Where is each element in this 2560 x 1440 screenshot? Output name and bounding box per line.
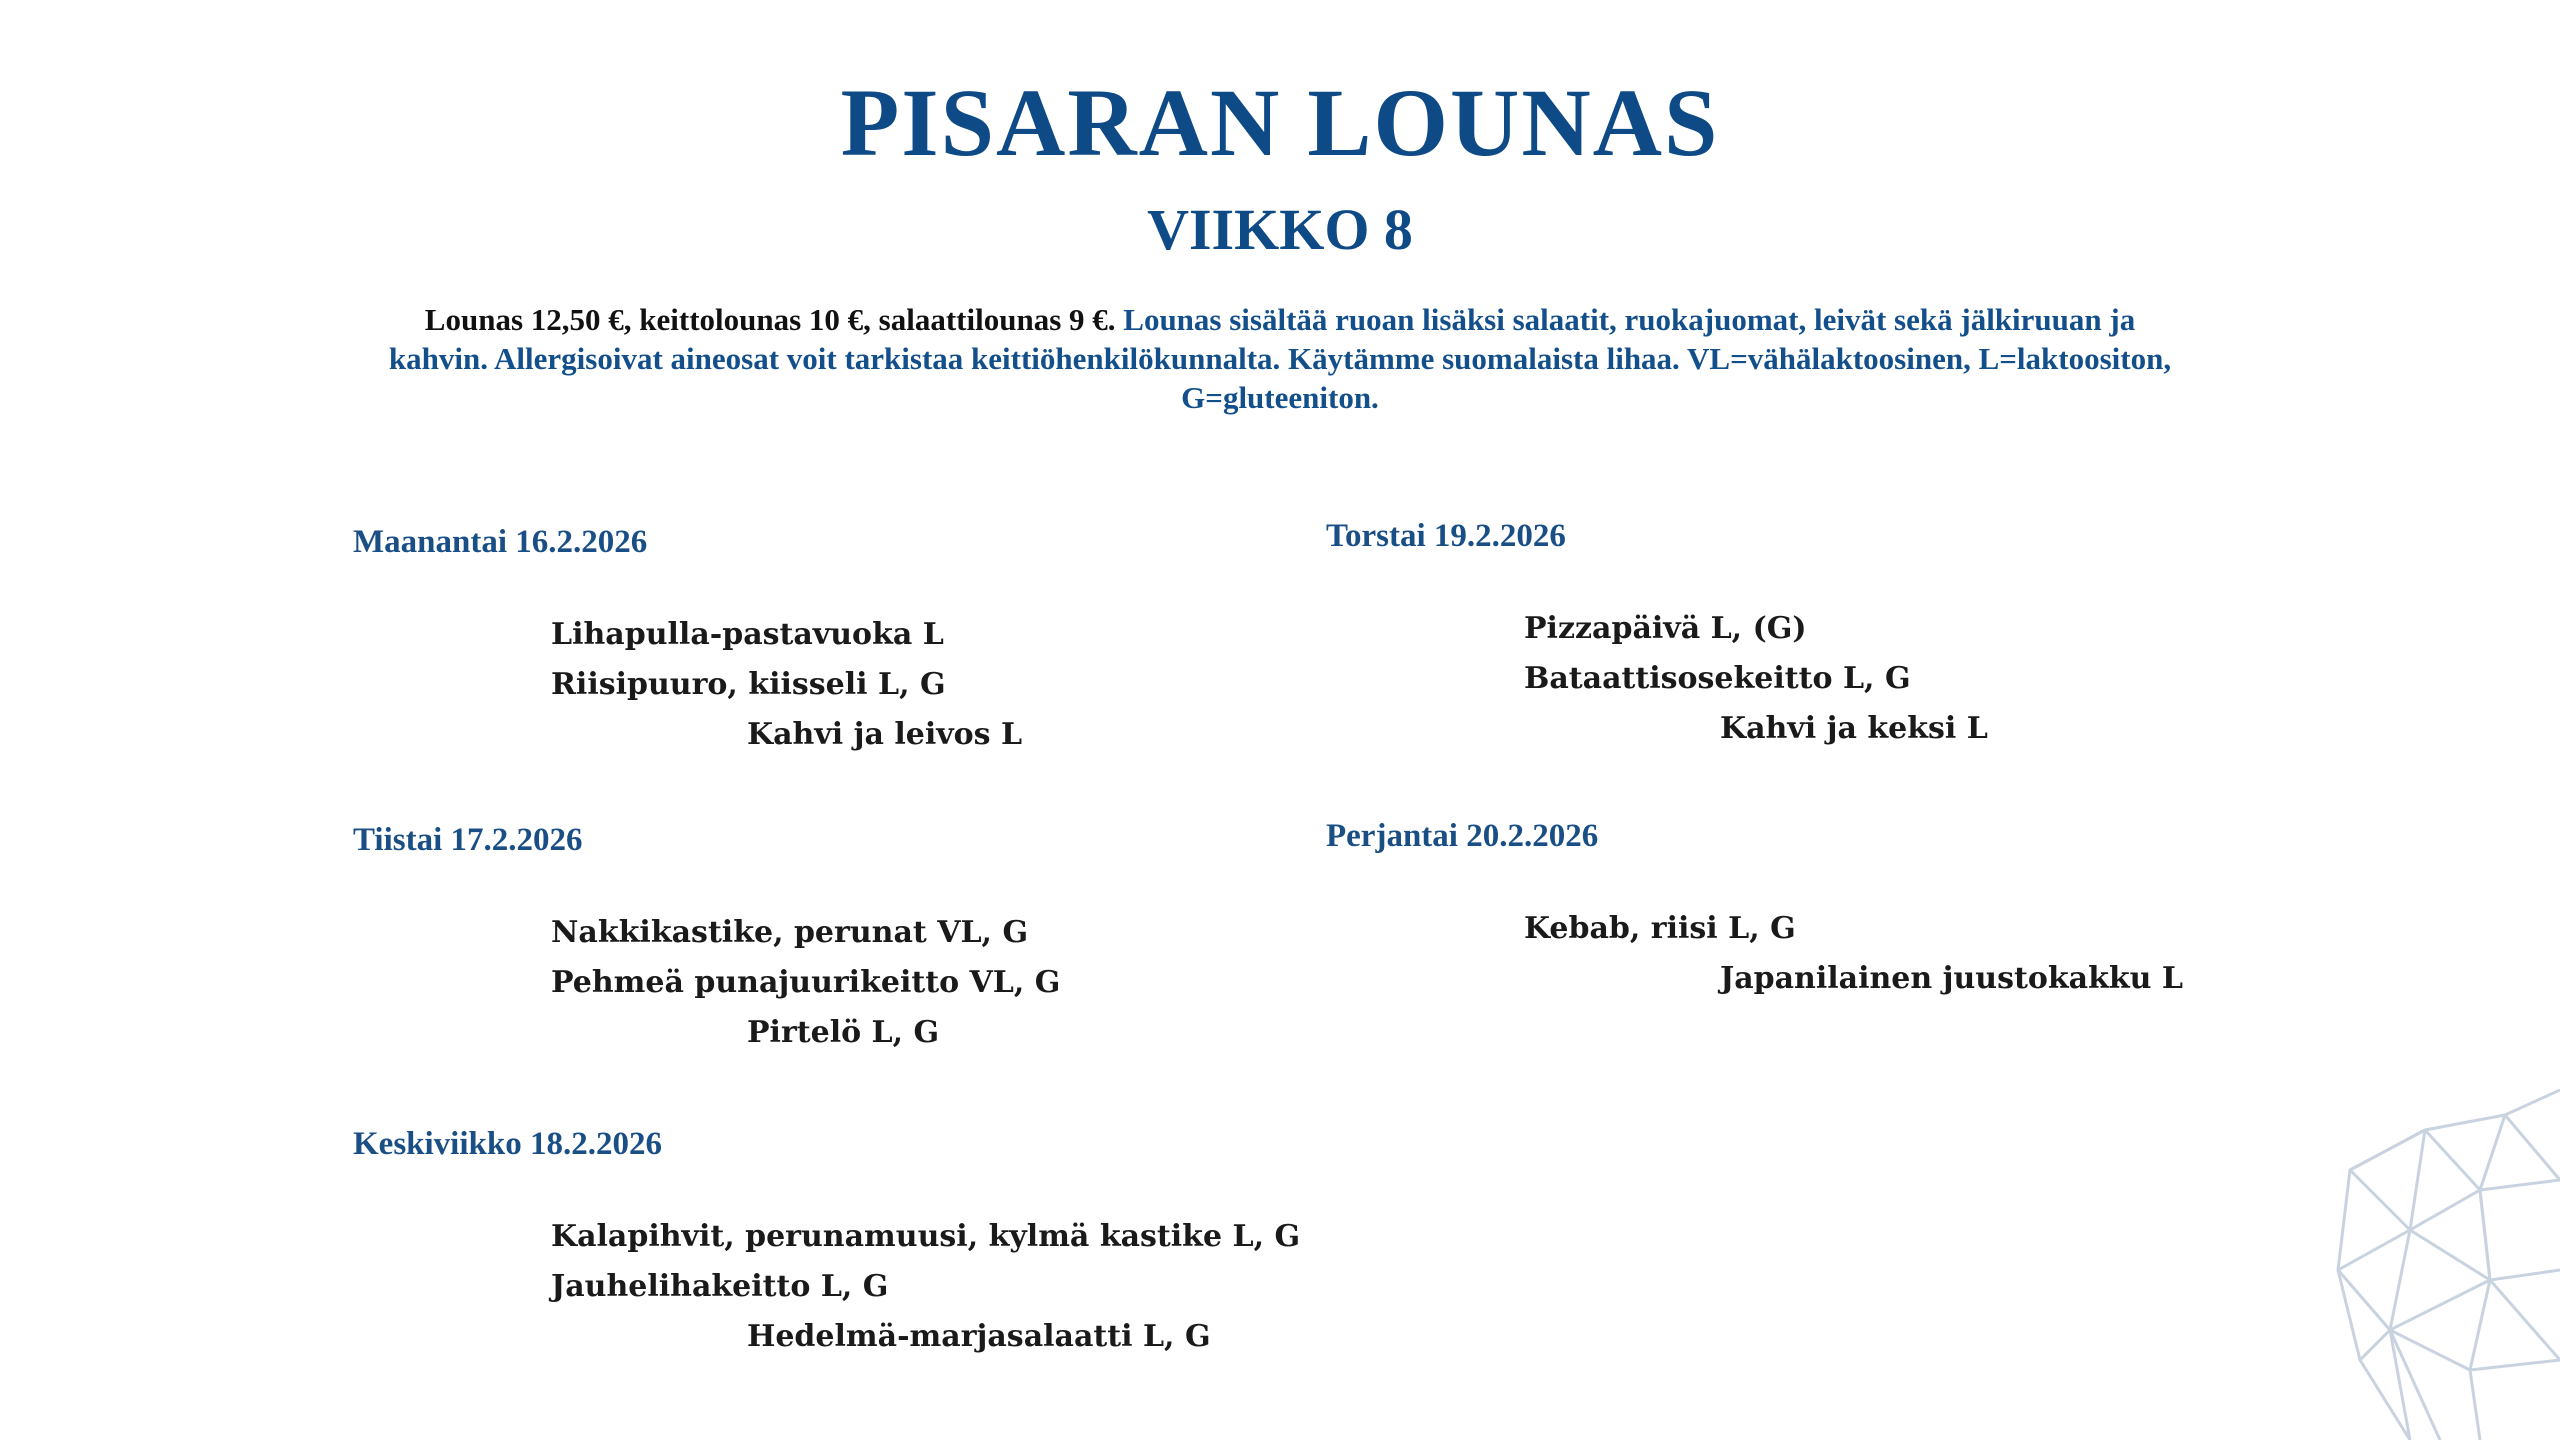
day-wednesday (353, 1124, 1301, 1354)
intro-text (380, 300, 2180, 417)
day-thursday (1326, 516, 1988, 746)
day-heading: Maanantai 16.2.2026 (353, 524, 648, 560)
main-dish: Pehmeä punajuurikeitto VL, G (551, 965, 1061, 1000)
lunch-info: Lounas sisältää ruoan lisäksi salaatit, ruokajuomat, leivät sekä jälkiruuan ja kahvin. Allergisoivat aineosat voit tarkistaa keittiöhenkilökunnalta. Käytämme suomalaista lihaa. VL=vähälaktoosinen, L=laktoositon, G=gluteeniton. (388, 302, 2172, 415)
day-tuesday (353, 820, 1061, 1050)
main-dish: Kebab, riisi L, G (1524, 911, 1796, 946)
dessert-item: Kahvi ja keksi L (1720, 711, 1988, 746)
main-dish: Nakkikastike, perunat VL, G (551, 915, 1029, 950)
main-dish: Riisipuuro, kiisseli L, G (551, 667, 946, 702)
week-subtitle: VIIKKO 8 (1147, 197, 1413, 262)
dessert-item: Hedelmä-marjasalaatti L, G (747, 1319, 1211, 1354)
day-heading: Torstai 19.2.2026 (1326, 518, 1566, 554)
main-dish: Lihapulla-pastavuoka L (551, 617, 944, 652)
page-title: PISARAN LOUNAS (840, 69, 1720, 176)
day-heading: Perjantai 20.2.2026 (1326, 818, 1599, 854)
day-heading: Tiistai 17.2.2026 (353, 822, 583, 858)
day-friday (1326, 816, 2184, 996)
main-dish: Pizzapäivä L, (G) (1524, 611, 1807, 646)
price-info: Lounas 12,50 €, keittolounas 10 €, salaattilounas 9 €. (424, 302, 1116, 337)
main-dish: Bataattisosekeitto L, G (1524, 661, 1911, 696)
dessert-item: Kahvi ja leivos L (747, 717, 1023, 752)
dessert-item: Japanilainen juustokakku L (1720, 961, 2184, 996)
main-dish: Jauhelihakeitto L, G (551, 1269, 889, 1304)
day-heading: Keskiviikko 18.2.2026 (353, 1126, 662, 1162)
day-monday (353, 522, 1023, 752)
dessert-item: Pirtelö L, G (747, 1015, 940, 1050)
diamond-gem-icon (2330, 1070, 2560, 1440)
main-dish: Kalapihvit, perunamuusi, kylmä kastike L, G (551, 1219, 1301, 1254)
